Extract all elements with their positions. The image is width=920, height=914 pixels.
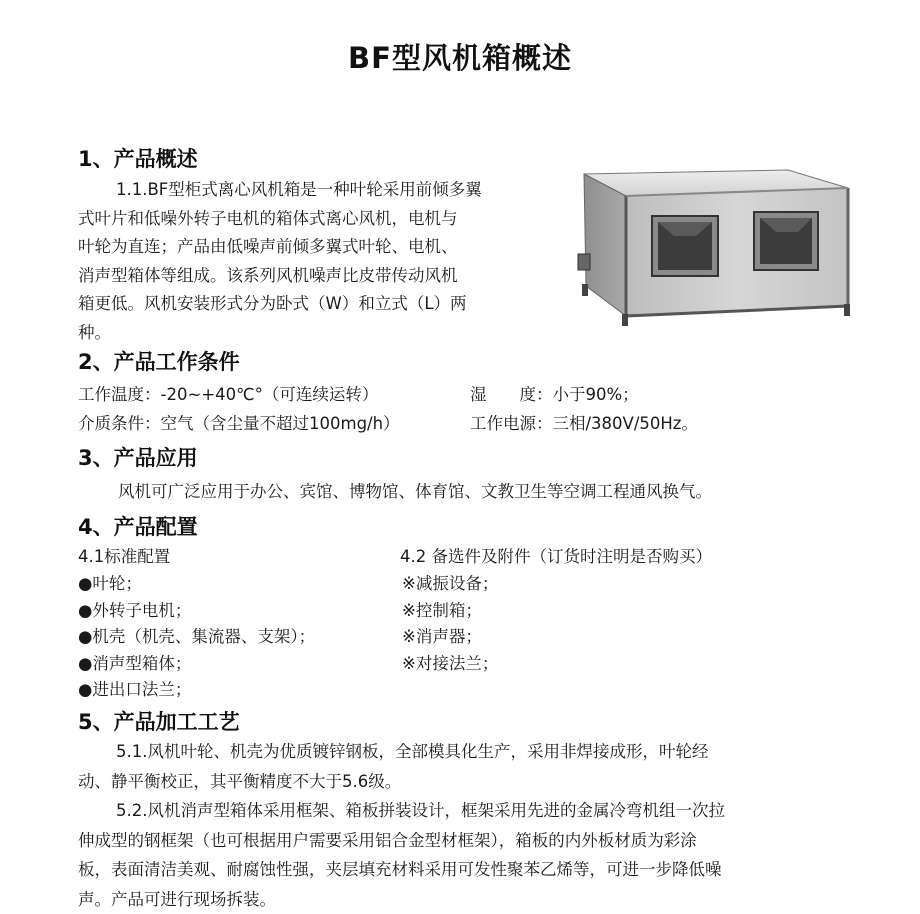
list-item: ●机壳（机壳、集流器、支架）； — [78, 624, 315, 651]
optional-config-list — [402, 571, 498, 677]
process-paragraphs — [78, 737, 868, 914]
process-line: 动、静平衡校正，其平衡精度不大于5.6级。 — [78, 767, 868, 797]
overview-paragraph — [78, 176, 558, 347]
condition-power: 工作电源：三相/380V/50Hz。 — [470, 410, 698, 434]
page-title: BF型风机箱概述 — [0, 36, 920, 77]
section-heading-application: 3、产品应用 — [78, 442, 198, 472]
list-item: ※控制箱； — [402, 598, 498, 625]
condition-medium: 介质条件：空气（含尘量不超过100mg/h） — [78, 410, 400, 434]
overview-line: 箱更低。风机安装形式分为卧式（W）和立式（L）两 — [78, 290, 558, 319]
process-line: 伸成型的钢框架（也可根据用户需要采用铝合金型材框架），箱板的内外板材质为彩涂 — [78, 826, 868, 856]
section-heading-conditions: 2、产品工作条件 — [78, 346, 240, 376]
overview-line: 叶轮为直连；产品由低噪声前倾多翼式叶轮、电机、 — [78, 233, 558, 262]
list-item: ●叶轮； — [78, 571, 315, 598]
process-line: 5.2.风机消声型箱体采用框架、箱板拼装设计，框架采用先进的金属冷弯机组一次拉 — [78, 796, 868, 826]
list-item: ●外转子电机； — [78, 598, 315, 625]
fan-box-product-image — [566, 166, 854, 342]
list-item: ※减振设备； — [402, 571, 498, 598]
section-heading-configuration: 4、产品配置 — [78, 511, 198, 541]
list-item: ●进出口法兰； — [78, 677, 315, 704]
optional-config-title: 4.2 备选件及附件（订货时注明是否购买） — [400, 543, 712, 567]
standard-config-list — [78, 571, 315, 704]
section-heading-process: 5、产品加工工艺 — [78, 706, 240, 736]
list-item: ※消声器； — [402, 624, 498, 651]
condition-temperature: 工作温度：-20~+40℃°（可连续运转） — [78, 381, 378, 405]
overview-line: 种。 — [78, 319, 558, 348]
process-line: 声。产品可进行现场拆装。 — [78, 885, 868, 914]
list-item: ●消声型箱体； — [78, 651, 315, 678]
overview-line: 1.1.BF型柜式离心风机箱是一种叶轮采用前倾多翼 — [78, 176, 558, 205]
application-text: 风机可广泛应用于办公、宾馆、博物馆、体育馆、文教卫生等空调工程通风换气。 — [118, 478, 712, 502]
condition-humidity: 湿 度：小于90%； — [470, 381, 639, 405]
overview-line: 消声型箱体等组成。该系列风机噪声比皮带传动风机 — [78, 262, 558, 291]
standard-config-title: 4.1标准配置 — [78, 543, 170, 567]
process-line: 5.1.风机叶轮、机壳为优质镀锌钢板，全部模具化生产，采用非焊接成形，叶轮经 — [78, 737, 868, 767]
process-line: 板，表面清洁美观、耐腐蚀性强，夹层填充材料采用可发性聚苯乙烯等，可进一步降低噪 — [78, 855, 868, 885]
list-item: ※对接法兰； — [402, 651, 498, 678]
overview-line: 式叶片和低噪外转子电机的箱体式离心风机，电机与 — [78, 205, 558, 234]
section-heading-overview: 1、产品概述 — [78, 143, 198, 173]
